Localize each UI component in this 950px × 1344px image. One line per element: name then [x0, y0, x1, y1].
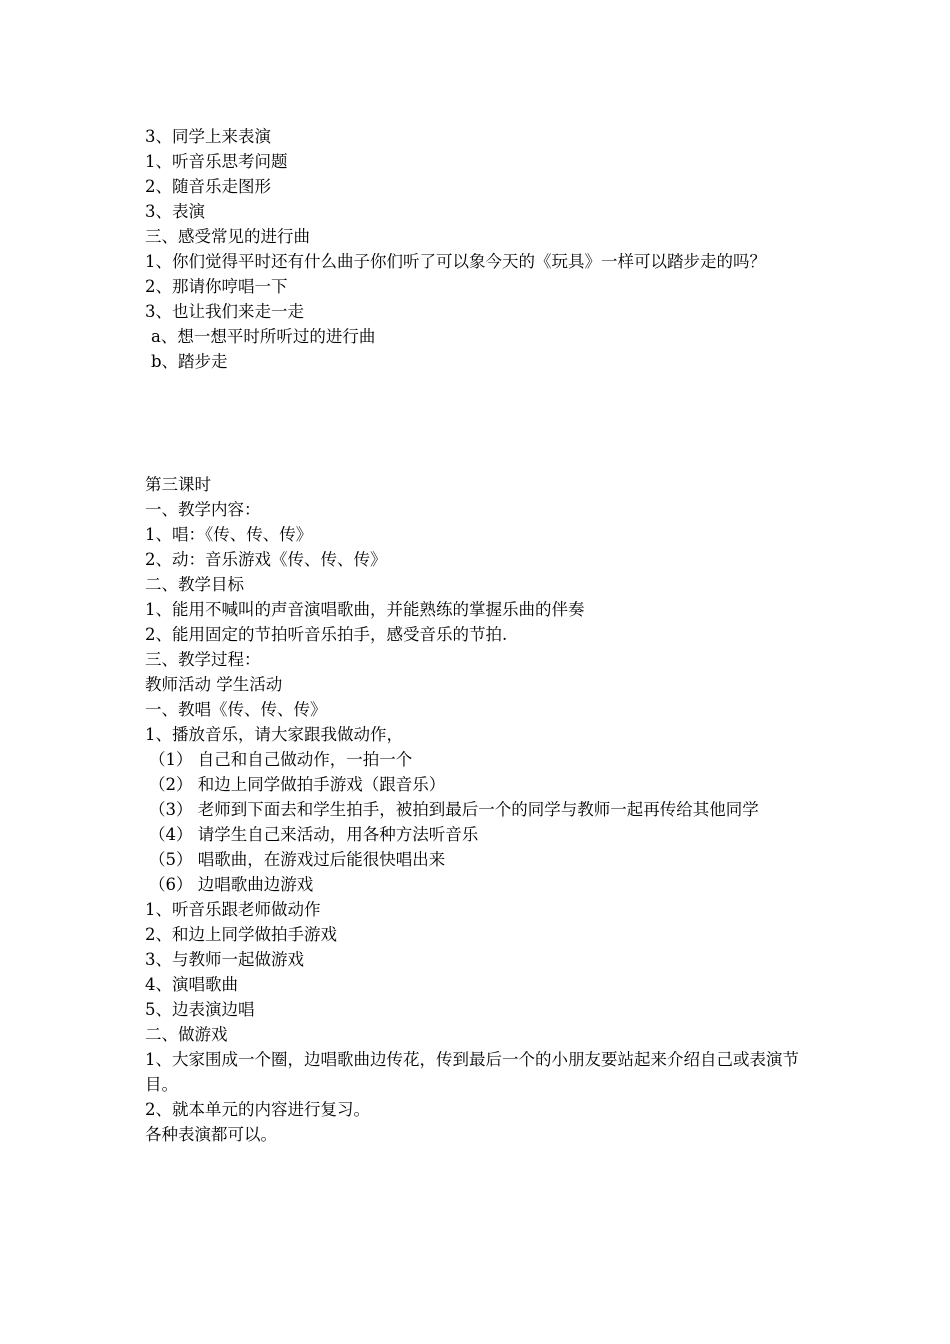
text-line: 1、听音乐跟老师做动作: [145, 900, 321, 919]
text-line-wrapped: （3） 老师到下面去和学生拍手，被拍到最后一个的同学与教师一起再传给其他同学: [149, 800, 759, 819]
text-section-lesson-three: [145, 472, 813, 1147]
text-line: 1、能用不喊叫的声音演唱歌曲，并能熟练的掌握乐曲的伴奏: [145, 600, 585, 619]
text-line: 2、和边上同学做拍手游戏: [145, 925, 337, 944]
text-line-sub: （2） 和边上同学做拍手游戏（跟音乐）: [149, 775, 446, 794]
text-line-sub: （6） 边唱歌曲边游戏: [149, 875, 314, 894]
text-line: 1、播放音乐，请大家跟我做动作，: [145, 725, 403, 744]
text-section-previous-lesson: [145, 124, 813, 374]
text-line: 1、听音乐思考问题: [145, 152, 288, 171]
lesson-title: 第三课时: [145, 475, 211, 494]
section-heading: 二、做游戏: [145, 1025, 228, 1044]
text-line-sub: （1） 自己和自己做动作，一拍一个: [149, 750, 413, 769]
section-heading: 二、教学目标: [145, 575, 244, 594]
text-line-sub: （5） 唱歌曲，在游戏过后能很快唱出来: [149, 850, 446, 869]
text-line: 3、同学上来表演: [145, 127, 271, 146]
text-line: 2、动：音乐游戏《传、传、传》: [145, 550, 387, 569]
text-line: 3、与教师一起做游戏: [145, 950, 304, 969]
section-heading: 三、感受常见的进行曲: [145, 227, 310, 246]
text-line: 各种表演都可以。: [145, 1125, 277, 1144]
text-line-wrapped: 1、大家围成一个圈，边唱歌曲边传花，传到最后一个的小朋友要站起来介绍自己或表演节目。: [145, 1050, 799, 1094]
section-heading: 一、教唱《传、传、传》: [145, 700, 327, 719]
text-line: 2、随音乐走图形: [145, 177, 271, 196]
text-line: 3、表演: [145, 202, 205, 221]
text-line: 2、就本单元的内容进行复习。: [145, 1100, 370, 1119]
section-heading: 一、教学内容：: [145, 500, 261, 519]
text-line-sub: （4） 请学生自己来活动，用各种方法听音乐: [149, 825, 479, 844]
text-line: 4、演唱歌曲: [145, 975, 238, 994]
text-line: 1、唱：《传、传、传》: [145, 525, 313, 544]
text-line: 3、也让我们来走一走: [145, 302, 304, 321]
text-line: 5、边表演边唱: [145, 1000, 255, 1019]
text-line: 2、那请你哼唱一下: [145, 277, 288, 296]
section-heading: 三、教学过程：: [145, 650, 261, 669]
text-line-sub: b、踏步走: [151, 352, 228, 371]
text-line-sub: a、想一想平时所听过的进行曲: [151, 327, 376, 346]
text-line: 2、能用固定的节拍听音乐拍手，感受音乐的节拍.: [145, 625, 508, 644]
text-line-wrapped: 1、你们觉得平时还有什么曲子你们听了可以象今天的《玩具》一样可以踏步走的吗？: [145, 252, 766, 271]
text-line: 教师活动 学生活动: [145, 675, 283, 694]
